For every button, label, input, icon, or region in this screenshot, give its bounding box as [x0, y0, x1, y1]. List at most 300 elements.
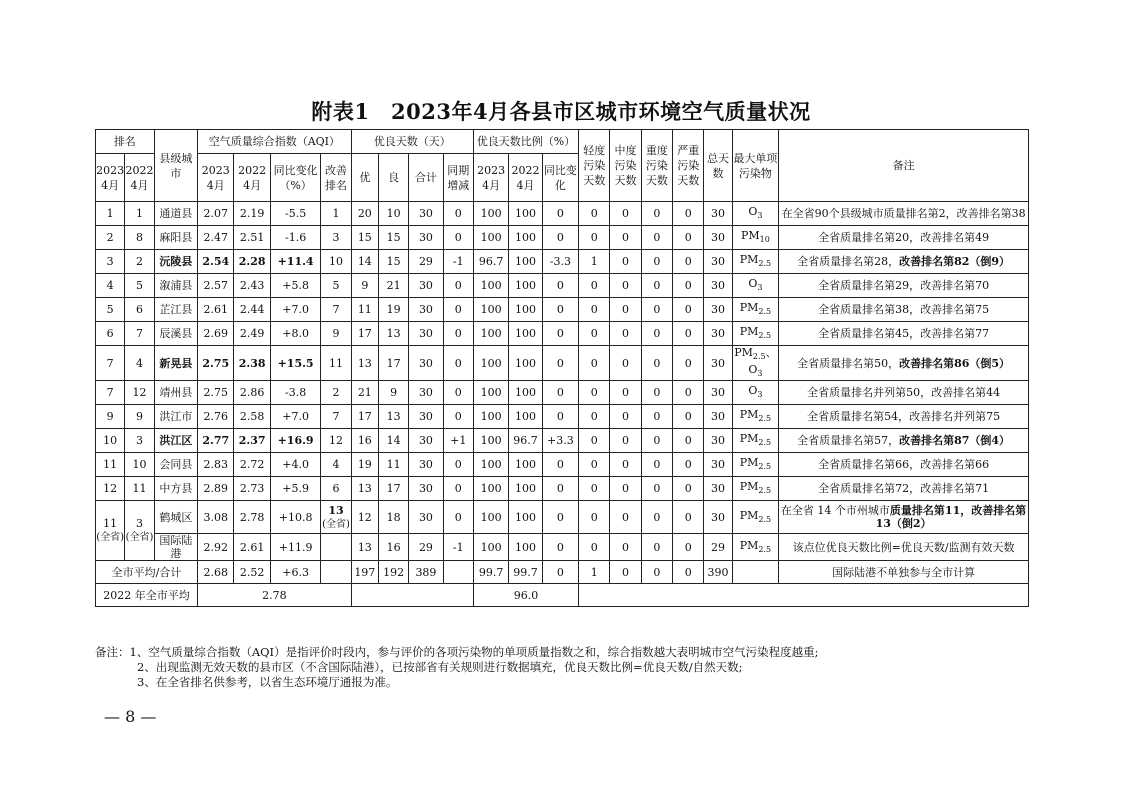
- cell-aqi-2023: 2.07: [198, 202, 234, 226]
- table-row: [96, 274, 1029, 298]
- table-row-summary: [96, 561, 1029, 584]
- cell-ratio-change: 0: [542, 298, 578, 322]
- cell-aqi-change: +16.9: [270, 429, 321, 453]
- cell-severe: 0: [673, 250, 704, 274]
- cell-aqi-2022: 2.28: [234, 250, 270, 274]
- cell-light: 0: [579, 453, 610, 477]
- cell-aqi-change: +7.0: [270, 298, 321, 322]
- cell-rank-2023: 6: [96, 322, 125, 346]
- cell-remark: 全省质量排名第57，改善排名第87（倒4）: [779, 429, 1029, 453]
- cell-ratio-2022: 100: [509, 226, 542, 250]
- cell-light: 0: [579, 226, 610, 250]
- header-ratio-2022: 2022 4月: [509, 154, 542, 202]
- cell-excellent: 13: [351, 534, 378, 561]
- footnotes: [95, 645, 1055, 690]
- cell-heavy: 0: [641, 250, 672, 274]
- cell-ratio-change: +3.3: [542, 429, 578, 453]
- cell-aqi-2023: 2.68: [198, 561, 234, 584]
- cell-severe: 0: [673, 202, 704, 226]
- cell-aqi-2023: 2.54: [198, 250, 234, 274]
- cell-remark: 全省质量排名第72，改善排名第71: [779, 477, 1029, 501]
- cell-heavy: 0: [641, 298, 672, 322]
- cell-ratio-2023: 96.7: [473, 250, 508, 274]
- cell-heavy: 0: [641, 453, 672, 477]
- header-heavy: 重度污染天数: [641, 130, 672, 202]
- cell-light: 0: [579, 202, 610, 226]
- page-number: — 8 —: [104, 707, 157, 726]
- cell-light: 0: [579, 274, 610, 298]
- cell-pollutant: $PM_{10}$: [732, 226, 778, 250]
- cell-total: 30: [409, 477, 443, 501]
- cell-county: 国际陆港: [154, 534, 197, 561]
- cell-remark: 全省质量排名第28，改善排名第82（倒9）: [779, 250, 1029, 274]
- cell-days: 30: [704, 250, 732, 274]
- cell-ratio-change: 0: [542, 322, 578, 346]
- cell-rank-2023: 10: [96, 429, 125, 453]
- cell-yoy: 0: [443, 405, 473, 429]
- cell-aqi-2023: 2.76: [198, 405, 234, 429]
- cell-aqi-2022: 2.43: [234, 274, 270, 298]
- cell-county: 沅陵县: [154, 250, 197, 274]
- cell-ratio-change: 0: [542, 405, 578, 429]
- cell-severe: 0: [673, 534, 704, 561]
- cell-pollutant: $O_3$: [732, 381, 778, 405]
- cell-good: 17: [378, 346, 408, 381]
- header-ratio: 优良天数比例（%）: [473, 130, 578, 154]
- table-row-hecheng: [96, 501, 1029, 534]
- header-rank-2023: 2023 4月: [96, 154, 125, 202]
- footnote-1: 备注：1、空气质量综合指数（AQI）是指评价时段内，参与评价的各项污染物的单项质量指数之和，综合指数越大表明城市空气污染程度越重;: [95, 645, 819, 659]
- cell-prev-year-rest: [579, 584, 1029, 607]
- cell-remark: 全省质量排名第45，改善排名第77: [779, 322, 1029, 346]
- cell-rank-2022: 2: [125, 250, 154, 274]
- cell-moderate: 0: [610, 202, 641, 226]
- cell-heavy: 0: [641, 477, 672, 501]
- cell-yoy: 0: [443, 274, 473, 298]
- cell-light: 0: [579, 429, 610, 453]
- cell-improve-rank: 7: [321, 405, 351, 429]
- cell-aqi-2023: 2.47: [198, 226, 234, 250]
- cell-pollutant: $PM_{2.5}$: [732, 322, 778, 346]
- cell-moderate: 0: [610, 534, 641, 561]
- cell-aqi-change: +5.8: [270, 274, 321, 298]
- cell-ratio-2022: 100: [509, 274, 542, 298]
- cell-ratio-2022: 100: [509, 250, 542, 274]
- cell-county: 鹤城区: [154, 501, 197, 534]
- cell-days: 30: [704, 501, 732, 534]
- cell-light: 0: [579, 298, 610, 322]
- cell-aqi-2022: 2.52: [234, 561, 270, 584]
- cell-good: 16: [378, 534, 408, 561]
- cell-county: 新晃县: [154, 346, 197, 381]
- cell-yoy: 0: [443, 381, 473, 405]
- cell-aqi-change: +8.0: [270, 322, 321, 346]
- cell-remark: 全省质量排名并列第50，改善排名第44: [779, 381, 1029, 405]
- cell-severe: 0: [673, 346, 704, 381]
- cell-total: 30: [409, 381, 443, 405]
- cell-improve-rank: 2: [321, 381, 351, 405]
- air-quality-table: [95, 129, 1029, 607]
- cell-remark: 国际陆港不单独参与全市计算: [779, 561, 1029, 584]
- cell-aqi-change: -1.6: [270, 226, 321, 250]
- cell-days: 30: [704, 405, 732, 429]
- cell-rank-2022: 10: [125, 453, 154, 477]
- cell-light: 0: [579, 501, 610, 534]
- cell-moderate: 0: [610, 274, 641, 298]
- cell-ratio-change: 0: [542, 346, 578, 381]
- cell-excellent: 197: [351, 561, 378, 584]
- cell-county: 溆浦县: [154, 274, 197, 298]
- cell-good: 11: [378, 453, 408, 477]
- cell-aqi-2023: 2.75: [198, 381, 234, 405]
- cell-remark: 在全省 14 个市州城市质量排名第11，改善排名第13（倒2）: [779, 501, 1029, 534]
- cell-total: 30: [409, 346, 443, 381]
- cell-aqi-2022: 2.51: [234, 226, 270, 250]
- header-aqi-change: 同比变化（%）: [270, 154, 321, 202]
- table-body: [96, 202, 1029, 501]
- cell-yoy: [443, 561, 473, 584]
- cell-ratio-2022: 100: [509, 501, 542, 534]
- table-row: [96, 477, 1029, 501]
- cell-aqi-2022: 2.38: [234, 346, 270, 381]
- cell-excellent: 16: [351, 429, 378, 453]
- cell-aqi-change: +4.0: [270, 453, 321, 477]
- cell-prev-year-aqi: 2.78: [198, 584, 352, 607]
- cell-aqi-change: +7.0: [270, 405, 321, 429]
- header-rank: 排名: [96, 130, 155, 154]
- cell-total: 30: [409, 298, 443, 322]
- cell-ratio-2023: 100: [473, 274, 508, 298]
- header-total: 合计: [409, 154, 443, 202]
- cell-remark: 该点位优良天数比例=优良天数/监测有效天数: [779, 534, 1029, 561]
- cell-rank-2023: 4: [96, 274, 125, 298]
- footnote-3: 3、在全省排名供参考，以省生态环境厅通报为准。: [137, 675, 398, 689]
- cell-heavy: 0: [641, 381, 672, 405]
- cell-heavy: 0: [641, 202, 672, 226]
- cell-prev-year-label: 2022 年全市平均: [96, 584, 198, 607]
- cell-days: 30: [704, 429, 732, 453]
- cell-aqi-2022: 2.78: [234, 501, 270, 534]
- table-row: [96, 250, 1029, 274]
- header-good: 良: [378, 154, 408, 202]
- cell-prev-year-blank: [351, 584, 473, 607]
- cell-heavy: 0: [641, 534, 672, 561]
- cell-ratio-2022: 100: [509, 453, 542, 477]
- cell-good: 13: [378, 322, 408, 346]
- cell-improve-rank: 10: [321, 250, 351, 274]
- cell-summary-label: 全市平均/合计: [96, 561, 198, 584]
- cell-improve-rank: 11: [321, 346, 351, 381]
- table-row-port: [96, 534, 1029, 561]
- cell-aqi-2023: 2.77: [198, 429, 234, 453]
- cell-aqi-2023: 2.57: [198, 274, 234, 298]
- cell-moderate: 0: [610, 429, 641, 453]
- cell-ratio-2023: 100: [473, 477, 508, 501]
- cell-ratio-change: -3.3: [542, 250, 578, 274]
- cell-days: 390: [704, 561, 732, 584]
- cell-aqi-2022: 2.19: [234, 202, 270, 226]
- table-row: [96, 429, 1029, 453]
- cell-aqi-2023: 2.89: [198, 477, 234, 501]
- page-title: 附表1 2023年4月各县市区城市环境空气质量状况: [311, 99, 811, 124]
- cell-total: 30: [409, 405, 443, 429]
- cell-improve-rank: 4: [321, 453, 351, 477]
- cell-aqi-change: -3.8: [270, 381, 321, 405]
- cell-rank-2023: 7: [96, 346, 125, 381]
- cell-severe: 0: [673, 274, 704, 298]
- cell-excellent: 12: [351, 501, 378, 534]
- cell-ratio-2023: 100: [473, 429, 508, 453]
- cell-rank-2023: 9: [96, 405, 125, 429]
- cell-total: 30: [409, 322, 443, 346]
- header-moderate: 中度污染天数: [610, 130, 641, 202]
- table-row: [96, 202, 1029, 226]
- cell-improve-rank: 6: [321, 477, 351, 501]
- cell-improve-rank: 7: [321, 298, 351, 322]
- cell-aqi-change: -5.5: [270, 202, 321, 226]
- cell-remark: 全省质量排名第29，改善排名第70: [779, 274, 1029, 298]
- cell-ratio-change: 0: [542, 202, 578, 226]
- cell-aqi-change: +10.8: [270, 501, 321, 534]
- cell-aqi-2022: 2.61: [234, 534, 270, 561]
- cell-yoy: 0: [443, 298, 473, 322]
- cell-rank-2022: 9: [125, 405, 154, 429]
- cell-rank-2022: 6: [125, 298, 154, 322]
- cell-good: 18: [378, 501, 408, 534]
- cell-aqi-2022: 2.44: [234, 298, 270, 322]
- cell-total: 30: [409, 453, 443, 477]
- cell-ratio-change: 0: [542, 274, 578, 298]
- cell-improve-rank: 12: [321, 429, 351, 453]
- cell-remark: 在全省90个县级城市质量排名第2，改善排名第38: [779, 202, 1029, 226]
- cell-rank-2022: 1: [125, 202, 154, 226]
- cell-excellent: 19: [351, 453, 378, 477]
- cell-total: 389: [409, 561, 443, 584]
- cell-severe: 0: [673, 429, 704, 453]
- cell-aqi-2023: 2.83: [198, 453, 234, 477]
- cell-days: 29: [704, 534, 732, 561]
- cell-ratio-2023: 100: [473, 346, 508, 381]
- cell-ratio-change: 0: [542, 226, 578, 250]
- cell-good: 10: [378, 202, 408, 226]
- cell-moderate: 0: [610, 226, 641, 250]
- cell-good: 17: [378, 477, 408, 501]
- header-ratio-change: 同比变化: [542, 154, 578, 202]
- cell-yoy: 0: [443, 226, 473, 250]
- cell-aqi-2022: 2.49: [234, 322, 270, 346]
- cell-ratio-2022: 100: [509, 477, 542, 501]
- cell-excellent: 15: [351, 226, 378, 250]
- cell-pollutant: $PM_{2.5}$: [732, 534, 778, 561]
- cell-aqi-change: +6.3: [270, 561, 321, 584]
- cell-pollutant: $PM_{2.5}$: [732, 429, 778, 453]
- cell-yoy: 0: [443, 453, 473, 477]
- cell-total: 29: [409, 534, 443, 561]
- header-aqi-2023: 2023 4月: [198, 154, 234, 202]
- header-severe: 严重污染天数: [673, 130, 704, 202]
- cell-severe: 0: [673, 381, 704, 405]
- cell-rank-2022: 11: [125, 477, 154, 501]
- cell-remark: 全省质量排名第54，改善排名并列第75: [779, 405, 1029, 429]
- cell-severe: 0: [673, 477, 704, 501]
- table-row: [96, 453, 1029, 477]
- cell-moderate: 0: [610, 477, 641, 501]
- cell-heavy: 0: [641, 501, 672, 534]
- header-remark: 备注: [779, 130, 1029, 202]
- cell-yoy: 0: [443, 477, 473, 501]
- cell-aqi-2022: 2.58: [234, 405, 270, 429]
- cell-aqi-change: +11.9: [270, 534, 321, 561]
- cell-yoy: 0: [443, 202, 473, 226]
- cell-moderate: 0: [610, 346, 641, 381]
- cell-excellent: 20: [351, 202, 378, 226]
- table-row-prev-year: [96, 584, 1029, 607]
- header-aqi-2022: 2022 4月: [234, 154, 270, 202]
- cell-ratio-2023: 100: [473, 226, 508, 250]
- cell-excellent: 21: [351, 381, 378, 405]
- table-row: [96, 346, 1029, 381]
- cell-aqi-2022: 2.72: [234, 453, 270, 477]
- cell-rank-2022: 3 (全省): [125, 501, 154, 561]
- header-total-days: 总天数: [704, 130, 732, 202]
- cell-rank-2023: 12: [96, 477, 125, 501]
- cell-aqi-2023: 2.92: [198, 534, 234, 561]
- cell-aqi-change: +5.9: [270, 477, 321, 501]
- cell-days: 30: [704, 274, 732, 298]
- cell-rank-2022: 5: [125, 274, 154, 298]
- cell-prev-year-ratio: 96.0: [473, 584, 578, 607]
- cell-aqi-2023: 2.75: [198, 346, 234, 381]
- cell-rank-2022: 12: [125, 381, 154, 405]
- cell-heavy: 0: [641, 274, 672, 298]
- cell-good: 15: [378, 250, 408, 274]
- cell-ratio-2022: 100: [509, 405, 542, 429]
- cell-moderate: 0: [610, 501, 641, 534]
- cell-rank-2023: 11: [96, 453, 125, 477]
- cell-days: 30: [704, 453, 732, 477]
- table-row: [96, 226, 1029, 250]
- cell-ratio-2022: 100: [509, 381, 542, 405]
- cell-improve-rank: [321, 561, 351, 584]
- cell-improve-rank: [321, 534, 351, 561]
- cell-rank-2023: 1: [96, 202, 125, 226]
- cell-pollutant: $PM_{2.5}$: [732, 477, 778, 501]
- cell-yoy: +1: [443, 429, 473, 453]
- cell-ratio-2023: 100: [473, 453, 508, 477]
- cell-county: 辰溪县: [154, 322, 197, 346]
- cell-severe: 0: [673, 322, 704, 346]
- cell-pollutant: $PM_{2.5}$: [732, 405, 778, 429]
- cell-moderate: 0: [610, 381, 641, 405]
- cell-rank-2023: 3: [96, 250, 125, 274]
- cell-ratio-2023: 100: [473, 322, 508, 346]
- cell-county: 会同县: [154, 453, 197, 477]
- cell-total: 30: [409, 501, 443, 534]
- cell-light: 0: [579, 477, 610, 501]
- cell-ratio-change: 0: [542, 501, 578, 534]
- cell-excellent: 11: [351, 298, 378, 322]
- cell-days: 30: [704, 477, 732, 501]
- header-primary-pollutant: 最大单项污染物: [732, 130, 778, 202]
- header-light: 轻度污染天数: [579, 130, 610, 202]
- cell-yoy: -1: [443, 250, 473, 274]
- cell-pollutant: $O_3$: [732, 274, 778, 298]
- cell-excellent: 13: [351, 346, 378, 381]
- header-rank-2022: 2022 4月: [125, 154, 154, 202]
- cell-excellent: 13: [351, 477, 378, 501]
- cell-remark: 全省质量排名第20，改善排名第49: [779, 226, 1029, 250]
- footnote-2: 2、出现监测无效天数的县市区（不含国际陆港），已按部省有关规则进行数据填充，优良天数比例=优良天数/自然天数;: [137, 660, 743, 674]
- cell-heavy: 0: [641, 322, 672, 346]
- cell-ratio-2022: 100: [509, 202, 542, 226]
- cell-ratio-2023: 100: [473, 381, 508, 405]
- cell-ratio-change: 0: [542, 561, 578, 584]
- cell-ratio-change: 0: [542, 534, 578, 561]
- cell-rank-2022: 3: [125, 429, 154, 453]
- cell-light: 0: [579, 405, 610, 429]
- header-county: 县级城市: [154, 130, 197, 202]
- cell-excellent: 17: [351, 322, 378, 346]
- cell-light: 0: [579, 381, 610, 405]
- header-yoy: 同期增减: [443, 154, 473, 202]
- cell-yoy: 0: [443, 322, 473, 346]
- cell-ratio-change: 0: [542, 477, 578, 501]
- cell-improve-rank: 3: [321, 226, 351, 250]
- cell-ratio-change: 0: [542, 453, 578, 477]
- cell-ratio-2022: 100: [509, 298, 542, 322]
- cell-days: 30: [704, 322, 732, 346]
- cell-ratio-2023: 100: [473, 534, 508, 561]
- table-row: [96, 405, 1029, 429]
- cell-moderate: 0: [610, 405, 641, 429]
- cell-county: 洪江区: [154, 429, 197, 453]
- cell-moderate: 0: [610, 322, 641, 346]
- cell-pollutant: [732, 561, 778, 584]
- cell-ratio-2023: 100: [473, 501, 508, 534]
- cell-improve-rank: 9: [321, 322, 351, 346]
- cell-heavy: 0: [641, 561, 672, 584]
- cell-severe: 0: [673, 453, 704, 477]
- cell-ratio-2022: 96.7: [509, 429, 542, 453]
- cell-rank-2022: 8: [125, 226, 154, 250]
- cell-excellent: 9: [351, 274, 378, 298]
- cell-yoy: 0: [443, 501, 473, 534]
- cell-rank-2023: 2: [96, 226, 125, 250]
- cell-improve-rank: 1: [321, 202, 351, 226]
- cell-good: 13: [378, 405, 408, 429]
- cell-county: 芷江县: [154, 298, 197, 322]
- cell-county: 麻阳县: [154, 226, 197, 250]
- table-row: [96, 381, 1029, 405]
- cell-aqi-change: +11.4: [270, 250, 321, 274]
- cell-yoy: 0: [443, 346, 473, 381]
- cell-good: 21: [378, 274, 408, 298]
- cell-heavy: 0: [641, 429, 672, 453]
- cell-county: 洪江市: [154, 405, 197, 429]
- cell-ratio-change: 0: [542, 381, 578, 405]
- cell-aqi-2023: 2.61: [198, 298, 234, 322]
- cell-pollutant: $PM_{2.5}$: [732, 453, 778, 477]
- cell-pollutant: $PM_{2.5}$、 $O_3$: [732, 346, 778, 381]
- cell-days: 30: [704, 346, 732, 381]
- cell-moderate: 0: [610, 453, 641, 477]
- cell-county: 靖州县: [154, 381, 197, 405]
- cell-ratio-2023: 100: [473, 202, 508, 226]
- cell-pollutant: $PM_{2.5}$: [732, 250, 778, 274]
- cell-pollutant: $PM_{2.5}$: [732, 501, 778, 534]
- cell-good: 9: [378, 381, 408, 405]
- cell-good: 15: [378, 226, 408, 250]
